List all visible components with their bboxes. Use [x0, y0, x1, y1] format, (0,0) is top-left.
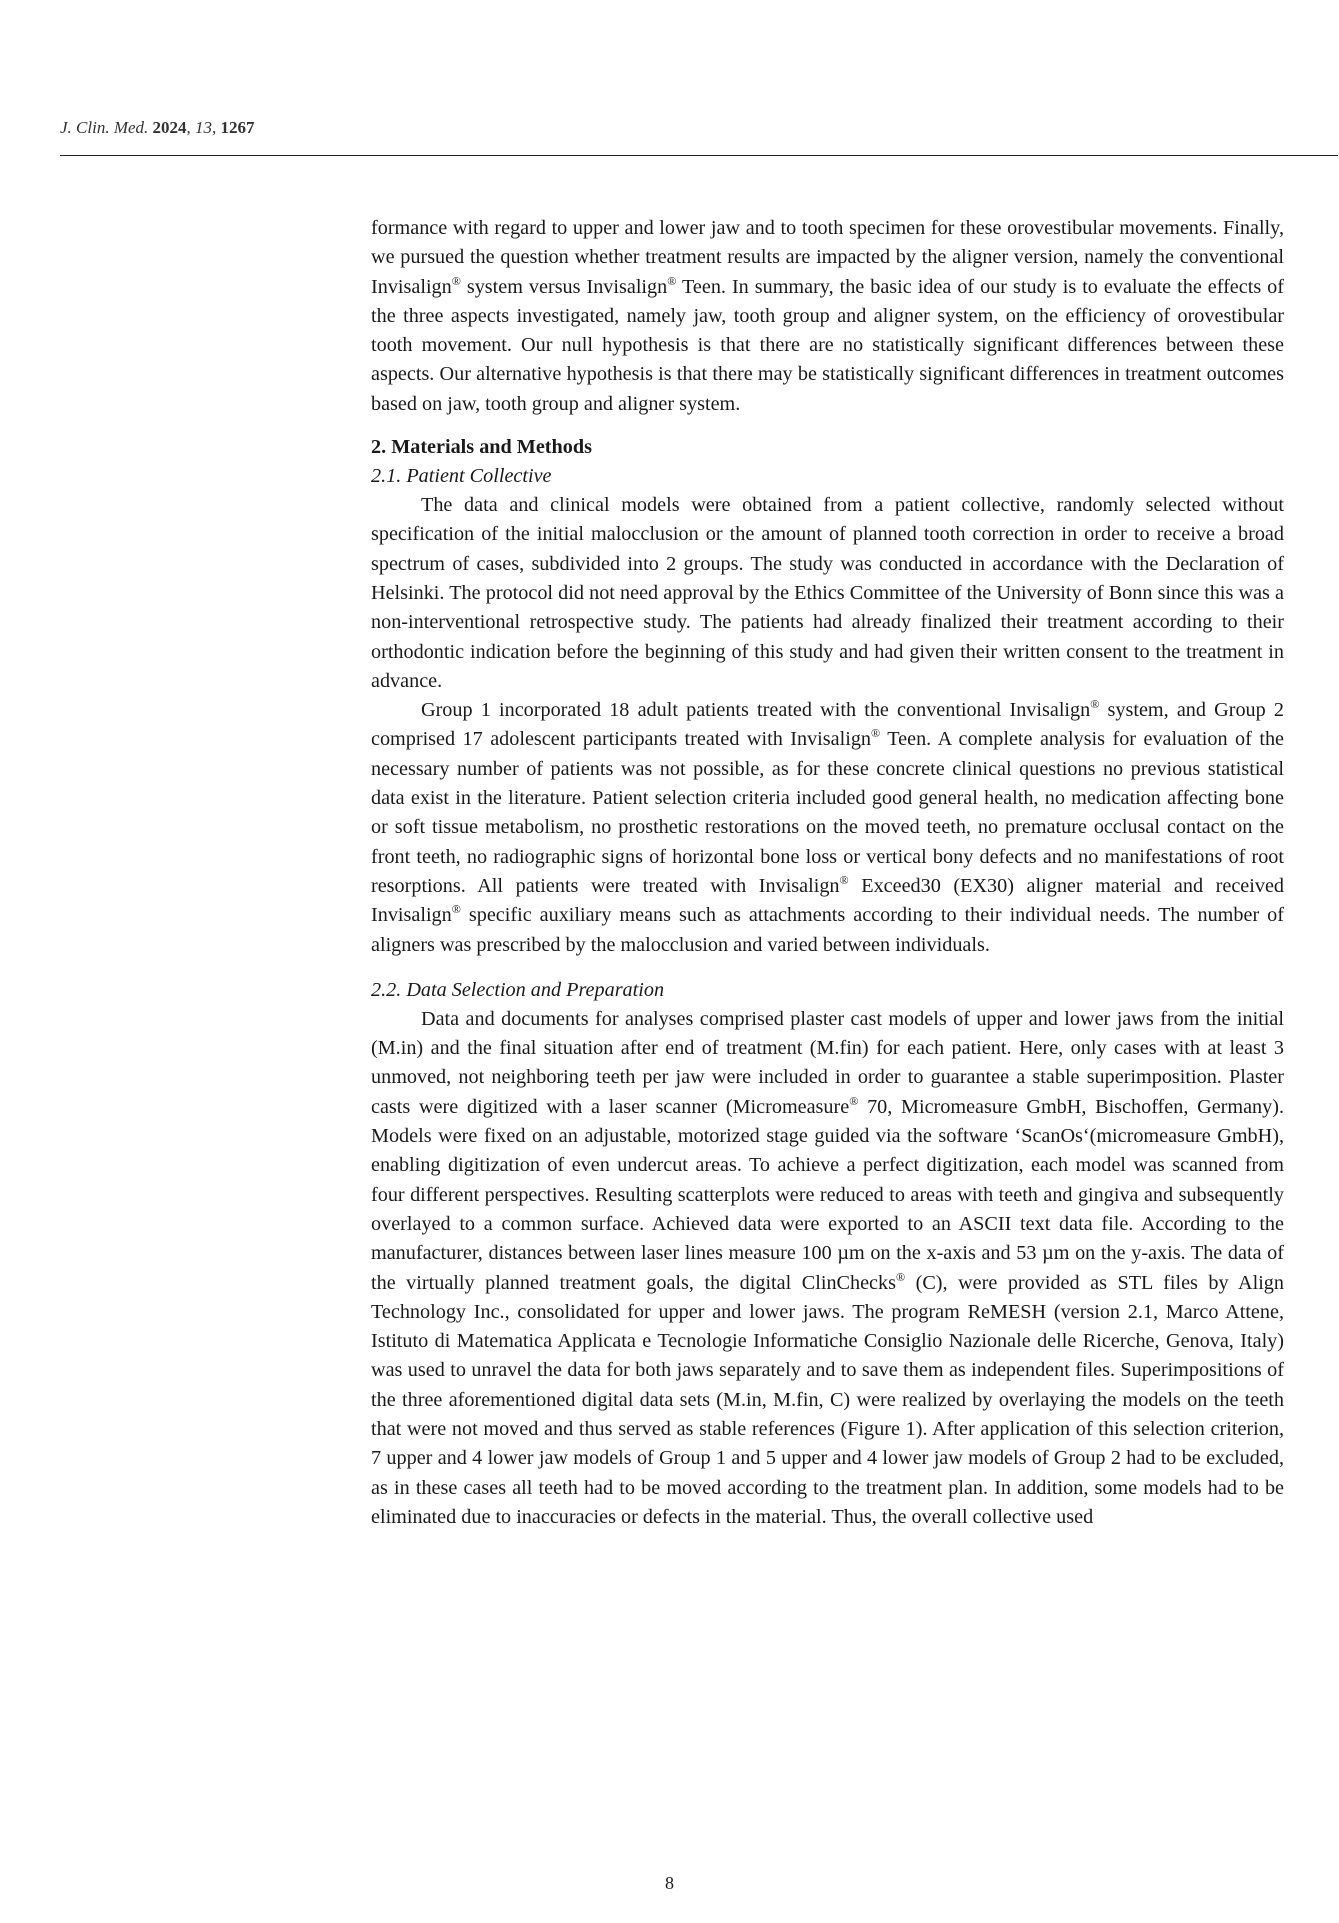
article-number: 1267 [220, 118, 255, 137]
journal-volume: 13 [195, 118, 213, 137]
paragraph: The data and clinical models were obtained from a patient collective, randomly selected without specification of the initial malocclusion or the amount of planned tooth correction in order to receive a broad spectrum of cases, subdivided into 2 groups. The study was conducted in accordance with the Declaration of Helsinki. The protocol did not need approval by the Ethics Committee of the University of Bonn since this was a non-interventional retrospective study. The patients had already finalized their treatment according to their orthodontic indication before the beginning of this study and had given their written consent to the treatment in advance. [371, 494, 1284, 692]
paragraph: Group 1 incorporated 18 adult patients treated with the conventional Invisalign® system, and Group 2 comprised 17 adolescent participants treated with Invisalign® Teen. A complete analysis for evaluation of the necessary number of patients was not possible, as for these concrete clinical questions no previous statistical data exist in the literature. Patient selection criteria included good general health, no medication affecting bone or soft tissue metabolism, no prosthetic restorations on the moved teeth, no premature occlusal contact on the front teeth, no radiographic signs of horizontal bone loss or vertical bony defects and no manifestations of root resorptions. All patients were treated with Invisalign® Exceed30 (EX30) aligner material and received Invisalign® specific auxiliary means such as attachments according to their individual needs. The number of aligners was prescribed by the malocclusion and varied between individuals. [371, 697, 1284, 956]
running-header: J. Clin. Med. 2024, 13, 1267 [60, 118, 255, 137]
journal-name: J. Clin. Med. [60, 118, 149, 137]
paragraph: Data and documents for analyses comprised plaster cast models of upper and lower jaws from the initial (M.in) and the final situation after end of treatment (M.fin) for each patient. Here, only cases with at least 3 unmoved, not neighboring teeth per jaw were included in order to guarantee a stable superimposition. Plaster casts were digitized with a laser scanner (Micromeasure® 70, Micromeasure GmbH, Bischoffen, Germany). Models were fixed on an adjustable, motorized stage guided via the software ‘ScanOs‘(micromeasure GmbH), enabling digitization of even undercut areas. To achieve a perfect digitization, each model was scanned from four different perspectives. Resulting scatterplots were reduced to areas with teeth and gingiva and subsequently overlayed to a common surface. Achieved data were exported to an ASCII text data file. According to the manufacturer, distances between laser lines measure 100 µm on the x-axis and 53 µm on the y-axis. The data of the virtually planned treatment goals, the digital ClinChecks® (C), were provided as STL files by Align Technology Inc., consolidated for upper and lower jaws. The program ReMESH (version 2.1, Marco Attene, Istituto di Matematica Applicata e Tecnologie Informatiche Consiglio Nazionale delle Ricerche, Genova, Italy) was used to unravel the data for both jaws separately and to save them as independent files. Superimpositions of the three aforementioned digital data sets (M.in, M.fin, C) were realized by overlaying the models on the teeth that were not moved and thus served as stable references (Figure 1). After application of this selection criterion, 7 upper and 4 lower jaw models of Group 1 and 5 upper and 4 lower jaw models of Group 2 had to be excluded, as in these cases all teeth had to be moved according to the treatment plan. In addition, some models had to be eliminated due to inaccuracies or defects in the material. Thus, the overall collective used [371, 1007, 1284, 1528]
journal-year: 2024 [152, 118, 187, 137]
page-number: 8 [665, 1873, 674, 1893]
subsection-heading-patient-collective: 2.1. Patient Collective [371, 465, 552, 488]
subsection-heading-data-selection: 2.2. Data Selection and Preparation [371, 978, 665, 1001]
header-divider [60, 155, 1338, 156]
section-heading-materials-methods: 2. Materials and Methods [371, 436, 592, 459]
intro-continuation-paragraph: formance with regard to upper and lower jaw and to tooth specimen for these orovestibular movements. Finally, we pursued the question whether treatment results are impacted by the aligner version, namely the conventional Invisalign® system versus Invisalign® Teen. In summary, the basic idea of our study is to evaluate the effects of the three aspects investigated, namely jaw, tooth group and aligner system, on the efficiency of orovestibular tooth movement. Our null hypothesis is that there are no statistically significant differences between these aspects. Our alternative hypothesis is that there may be statistically significant differences in treatment outcomes based on jaw, tooth group and aligner system. [371, 217, 1284, 415]
page-body [371, 214, 1284, 1532]
